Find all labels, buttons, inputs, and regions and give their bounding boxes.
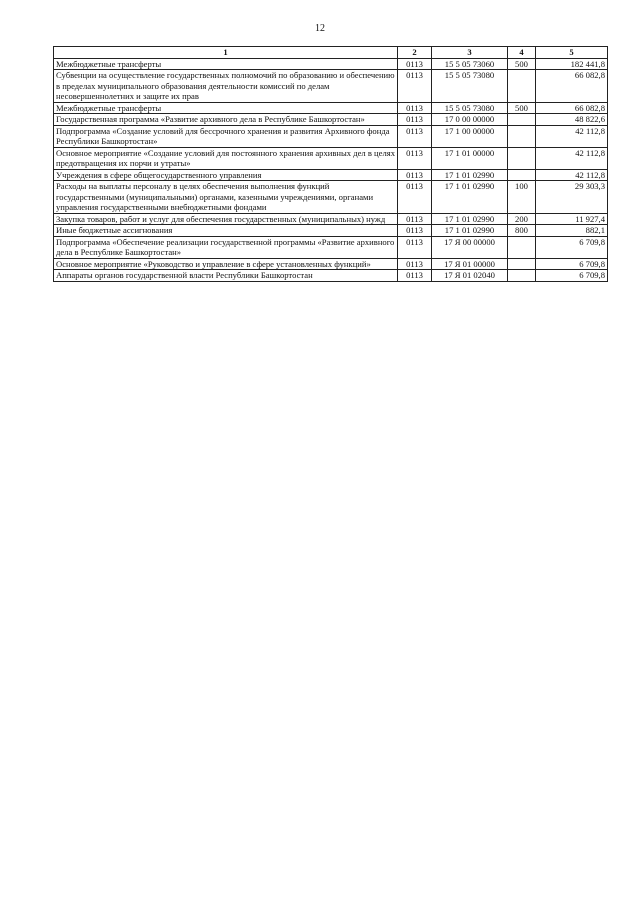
row-amount-cell: 6 709,8 bbox=[536, 236, 608, 258]
row-section-cell: 0113 bbox=[398, 236, 432, 258]
table-row bbox=[54, 58, 608, 70]
row-type-cell bbox=[508, 125, 536, 147]
row-amount-cell: 66 082,8 bbox=[536, 102, 608, 114]
row-name-cell: Учреждения в сфере общегосударственного управления bbox=[54, 169, 398, 181]
row-amount-cell: 42 112,8 bbox=[536, 125, 608, 147]
row-section-cell: 0113 bbox=[398, 270, 432, 282]
row-target-cell: 17 0 00 00000 bbox=[432, 114, 508, 126]
row-section-cell: 0113 bbox=[398, 213, 432, 225]
table-row bbox=[54, 258, 608, 270]
table-row bbox=[54, 70, 608, 103]
row-amount-cell: 42 112,8 bbox=[536, 147, 608, 169]
row-section-cell: 0113 bbox=[398, 125, 432, 147]
row-name-cell: Субвенции на осуществление государственных полномочий по образованию и обеспечению в пределах муниципального образования деятельности комиссий по делам несовершеннолетних и защите их прав bbox=[54, 70, 398, 103]
row-section-cell: 0113 bbox=[398, 70, 432, 103]
table-row bbox=[54, 102, 608, 114]
row-section-cell: 0113 bbox=[398, 114, 432, 126]
row-type-cell bbox=[508, 258, 536, 270]
row-target-cell: 17 Я 01 00000 bbox=[432, 258, 508, 270]
row-section-cell: 0113 bbox=[398, 258, 432, 270]
row-type-cell bbox=[508, 236, 536, 258]
page-number: 12 bbox=[315, 23, 325, 34]
row-amount-cell: 42 112,8 bbox=[536, 169, 608, 181]
row-target-cell: 17 1 01 00000 bbox=[432, 147, 508, 169]
row-type-cell: 800 bbox=[508, 225, 536, 237]
budget-table bbox=[53, 46, 608, 282]
row-name-cell: Межбюджетные трансферты bbox=[54, 58, 398, 70]
table-header-row bbox=[54, 47, 608, 59]
table-row bbox=[54, 213, 608, 225]
row-target-cell: 17 1 01 02990 bbox=[432, 169, 508, 181]
row-target-cell: 17 1 01 02990 bbox=[432, 225, 508, 237]
row-type-cell bbox=[508, 147, 536, 169]
row-target-cell: 17 Я 01 02040 bbox=[432, 270, 508, 282]
row-type-cell bbox=[508, 270, 536, 282]
table-row bbox=[54, 147, 608, 169]
row-amount-cell: 48 822,6 bbox=[536, 114, 608, 126]
table-row bbox=[54, 114, 608, 126]
table-row bbox=[54, 236, 608, 258]
row-type-cell: 200 bbox=[508, 213, 536, 225]
table-row bbox=[54, 270, 608, 282]
row-type-cell bbox=[508, 169, 536, 181]
row-target-cell: 17 1 01 02990 bbox=[432, 213, 508, 225]
row-amount-cell: 29 303,3 bbox=[536, 181, 608, 214]
row-name-cell: Иные бюджетные ассигнования bbox=[54, 225, 398, 237]
row-name-cell: Расходы на выплаты персоналу в целях обеспечения выполнения функций государственными (муниципальными) органами, казенными учреждениями, органами управления государственными внебюджетными фондами bbox=[54, 181, 398, 214]
row-type-cell bbox=[508, 70, 536, 103]
row-section-cell: 0113 bbox=[398, 102, 432, 114]
row-name-cell: Межбюджетные трансферты bbox=[54, 102, 398, 114]
table-row bbox=[54, 125, 608, 147]
row-amount-cell: 6 709,8 bbox=[536, 258, 608, 270]
row-section-cell: 0113 bbox=[398, 169, 432, 181]
row-name-cell: Государственная программа «Развитие архивного дела в Республике Башкортостан» bbox=[54, 114, 398, 126]
header-col-2: 2 bbox=[398, 47, 432, 59]
header-col-5: 5 bbox=[536, 47, 608, 59]
row-target-cell: 17 1 01 02990 bbox=[432, 181, 508, 214]
row-target-cell: 15 5 05 73080 bbox=[432, 102, 508, 114]
header-col-1: 1 bbox=[54, 47, 398, 59]
row-type-cell bbox=[508, 114, 536, 126]
row-type-cell: 100 bbox=[508, 181, 536, 214]
row-target-cell: 17 1 00 00000 bbox=[432, 125, 508, 147]
row-target-cell: 15 5 05 73080 bbox=[432, 70, 508, 103]
row-section-cell: 0113 bbox=[398, 147, 432, 169]
row-section-cell: 0113 bbox=[398, 181, 432, 214]
row-amount-cell: 182 441,8 bbox=[536, 58, 608, 70]
row-name-cell: Основное мероприятие «Создание условий для постоянного хранения архивных дел в целях предотвращения их порчи и утраты» bbox=[54, 147, 398, 169]
row-target-cell: 15 5 05 73060 bbox=[432, 58, 508, 70]
row-section-cell: 0113 bbox=[398, 225, 432, 237]
row-type-cell: 500 bbox=[508, 58, 536, 70]
row-name-cell: Аппараты органов государственной власти Республики Башкортостан bbox=[54, 270, 398, 282]
table-row bbox=[54, 169, 608, 181]
row-amount-cell: 6 709,8 bbox=[536, 270, 608, 282]
row-amount-cell: 11 927,4 bbox=[536, 213, 608, 225]
row-amount-cell: 66 082,8 bbox=[536, 70, 608, 103]
row-amount-cell: 882,1 bbox=[536, 225, 608, 237]
row-name-cell: Основное мероприятие «Руководство и управление в сфере установленных функций» bbox=[54, 258, 398, 270]
row-target-cell: 17 Я 00 00000 bbox=[432, 236, 508, 258]
table-row bbox=[54, 181, 608, 214]
row-name-cell: Подпрограмма «Обеспечение реализации государственной программы «Развитие архивного дела в Республике Башкортостан» bbox=[54, 236, 398, 258]
row-type-cell: 500 bbox=[508, 102, 536, 114]
header-col-4: 4 bbox=[508, 47, 536, 59]
row-name-cell: Подпрограмма «Создание условий для бессрочного хранения и развития Архивного фонда Республики Башкортостан» bbox=[54, 125, 398, 147]
row-section-cell: 0113 bbox=[398, 58, 432, 70]
table-row bbox=[54, 225, 608, 237]
row-name-cell: Закупка товаров, работ и услуг для обеспечения государственных (муниципальных) нужд bbox=[54, 213, 398, 225]
header-col-3: 3 bbox=[432, 47, 508, 59]
